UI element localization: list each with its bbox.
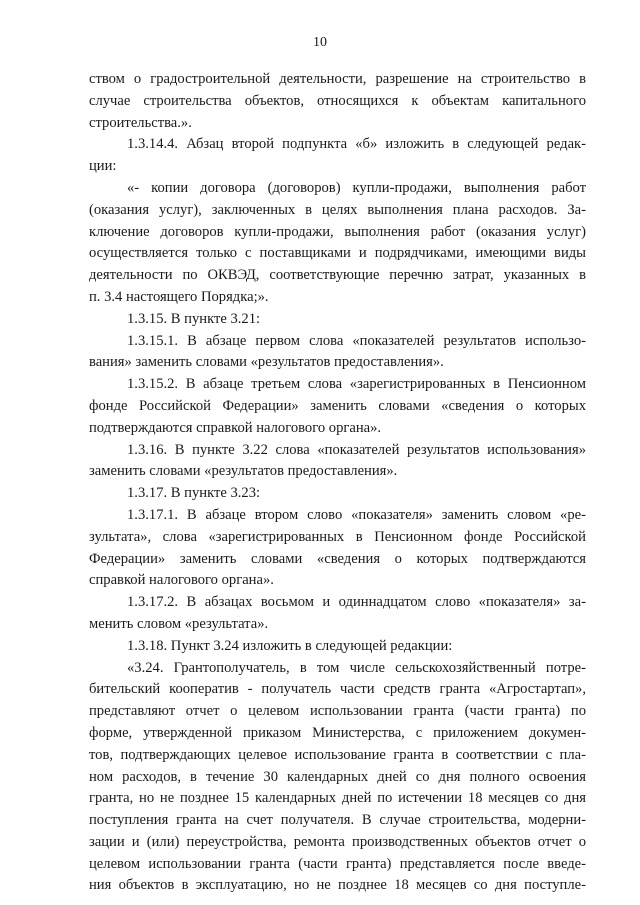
text-line: (оказания услуг), заключенных в целях выполнения плана расходов. За- — [89, 201, 586, 218]
text-line: 1.3.15.1. В абзаце первом слова «показателей результатов использо- — [127, 332, 586, 349]
text-line: ключение договоров купли-продажи, выполнения работ (оказания услуг) — [89, 223, 586, 240]
text-line: ном расходов, в течение 30 календарных дней со дня полного освоения — [89, 768, 586, 785]
text-line: 1.3.18. Пункт 3.24 изложить в следующей редакции: — [127, 637, 453, 654]
text-line: строительства.». — [89, 114, 192, 131]
text-line: представляют отчет о целевом использовании гранта (части гранта) по — [89, 703, 586, 720]
text-line: менить словом «результата». — [89, 615, 269, 632]
text-line: бительский кооператив - получатель части средств гранта «Агростартап», — [89, 681, 586, 698]
text-line: деятельности по ОКВЭД, соответствующие перечню затрат, указанных в — [89, 267, 586, 284]
text-line: «3.24. Грантополучатель, в том числе сельскохозяйственный потре- — [127, 659, 586, 676]
text-line: «- копии договора (договоров) купли-продажи, выполнения работ — [127, 179, 586, 196]
text-line: 1.3.17.2. В абзацах восьмом и одиннадцатом слово «показателя» за- — [127, 594, 586, 611]
text-line: тов, подтверждающих целевое использование гранта в соответствии с пла- — [89, 746, 586, 763]
text-line: 1.3.16. В пункте 3.22 слова «показателей результатов использования» — [127, 441, 586, 458]
text-line: гранта, но не позднее 15 календарных дней по истечении 18 месяцев со дня — [89, 790, 586, 807]
text-line: 1.3.15.2. В абзаце третьем слова «зарегистрированных в Пенсионном — [127, 376, 586, 393]
body-text — [89, 69, 586, 897]
page-number: 10 — [313, 35, 327, 50]
text-line: вания» заменить словами «результатов предоставления». — [89, 354, 444, 371]
text-line: фонде Российской Федерации» заменить словами «сведения о которых — [89, 397, 586, 414]
text-line: 1.3.15. В пункте 3.21: — [127, 310, 261, 327]
text-line: форме, утвержденной приказом Министерства, с приложением докумен- — [89, 724, 586, 741]
text-line: подтверждаются справкой налогового органа». — [89, 419, 382, 436]
text-line: 1.3.17.1. В абзаце втором слово «показателя» заменить словом «ре- — [127, 506, 586, 523]
text-line: Федерации» заменить словами «сведения о которых подтверждаются — [89, 550, 586, 567]
text-line: осуществляется только с поставщиками и подрядчиками, имеющими виды — [89, 245, 586, 262]
text-line: заменить словами «результатов предоставления». — [89, 463, 398, 480]
text-line: справкой налогового органа». — [89, 572, 274, 589]
text-line: ции: — [89, 158, 117, 175]
text-line: зации и (или) переустройства, ремонта производственных объектов отчет о — [89, 833, 586, 850]
text-line: ния объектов в эксплуатацию, но не позднее 18 месяцев со дня поступле- — [89, 877, 586, 894]
text-line: ством о градостроительной деятельности, разрешение на строительство в — [89, 71, 586, 87]
text-line: 1.3.14.4. Абзац второй подпункта «б» изложить в следующей редак- — [127, 136, 586, 153]
text-line: поступления гранта на счет получателя. В случае строительства, модерни- — [89, 812, 586, 829]
text-line: целевом использовании гранта (части гранта) представляется после введе- — [89, 855, 586, 872]
text-line: зультата», слова «зарегистрированных в Пенсионном фонде Российской — [89, 528, 586, 545]
text-line: п. 3.4 настоящего Порядка;». — [89, 288, 269, 305]
text-line: случае строительства объектов, относящихся к объектам капитального — [89, 92, 586, 109]
text-line: 1.3.17. В пункте 3.23: — [127, 485, 261, 502]
